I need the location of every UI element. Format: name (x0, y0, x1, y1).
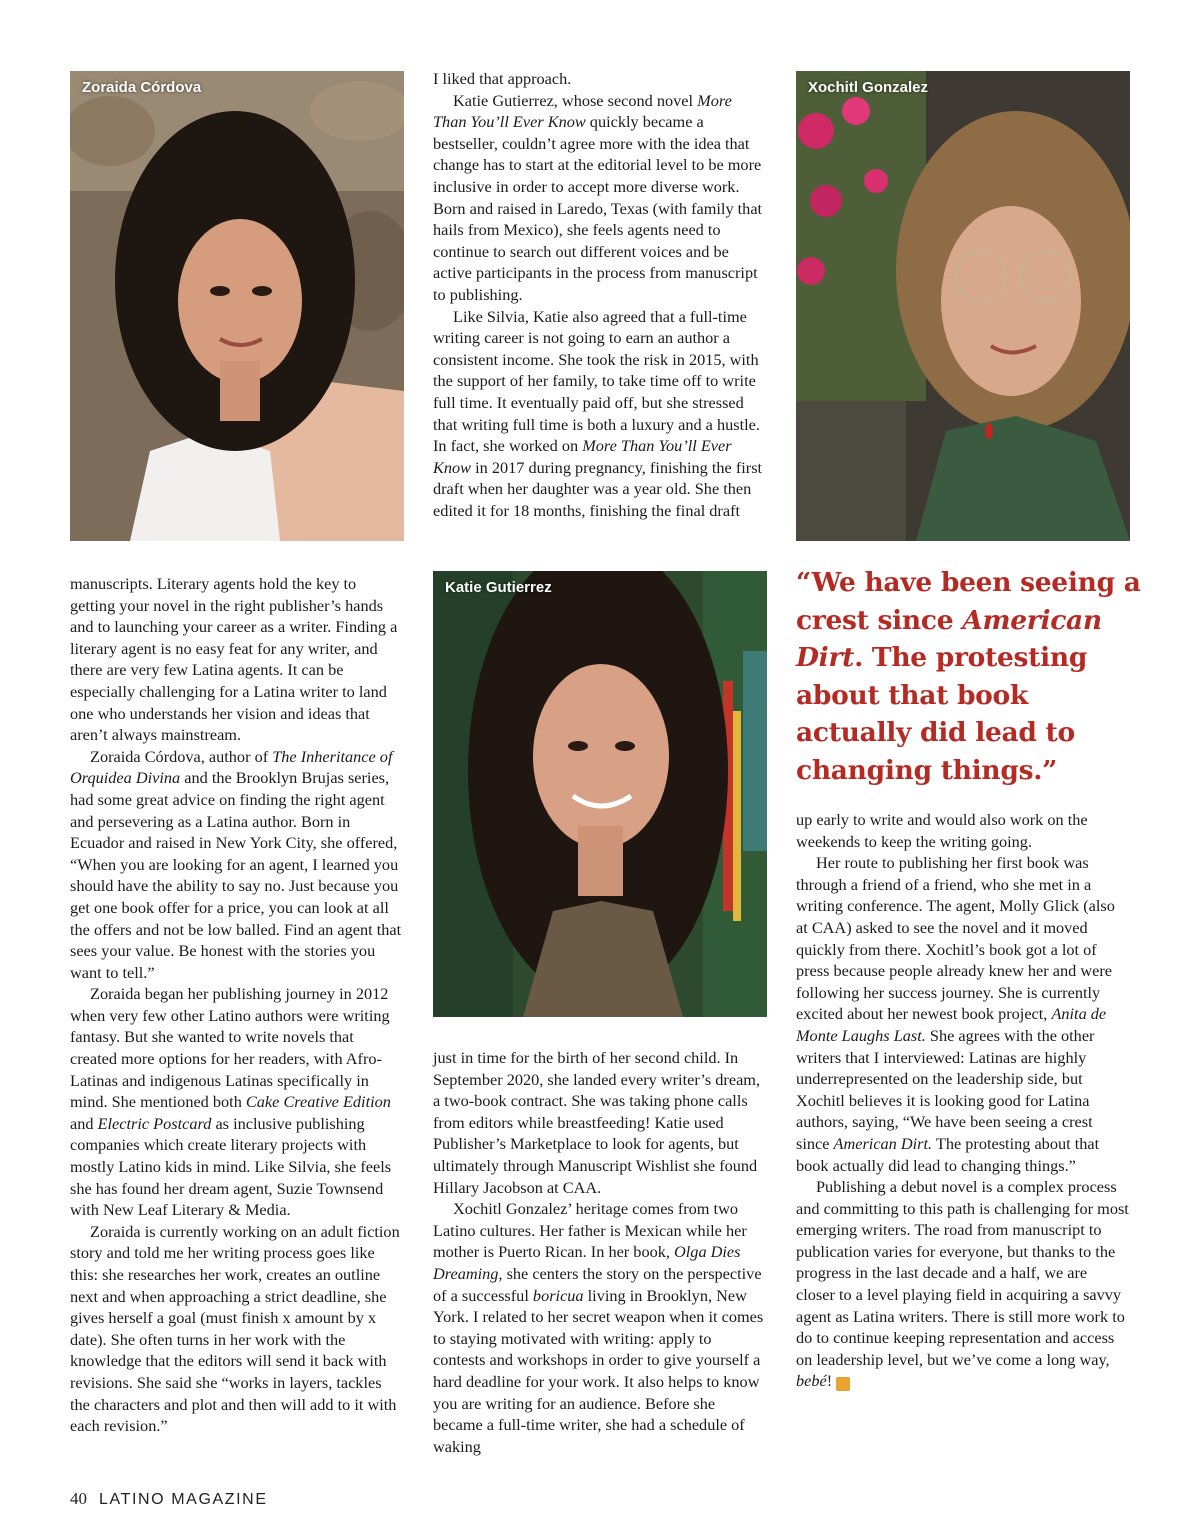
photo-caption: Katie Gutierrez (445, 579, 552, 596)
italic-title: Anita de Monte Laughs Last. (796, 1004, 1107, 1045)
portrait-image (433, 571, 767, 1017)
text-run: Zoraida Córdova, author of (90, 746, 273, 766)
photo-caption: Xochitl Gonzalez (808, 79, 929, 96)
italic-title: American Dirt. (833, 1133, 933, 1153)
photo-caption: Zoraida Córdova (82, 79, 202, 96)
text-run: Katie Gutierrez, whose second novel (453, 90, 698, 110)
article-column-2-bottom (433, 1047, 767, 1457)
portrait-image (796, 71, 1130, 541)
text-run: Publishing a debut novel is a complex process and committing to this path is challenging for most emerging writers. The road from manuscript to publication varies for everyone, but thanks to the progress in the last decade and a half, we are closer to a level playing field in acquiring a savvy agent as Latina writers. There is still more work to do to continue keeping representation and access on leadership level, but we’ve come a long way, (796, 1177, 1129, 1369)
text-run: Her route to publishing her first book was through a friend of a friend, who she met in a writing conference. The agent, Molly Glick (also at CAA) asked to see the novel and it moved quickly from there. Xochitl’s book got a lot of press because people already knew her and were following her success journey. She is currently excited about her newest book project, (796, 853, 1115, 1024)
paragraph (70, 573, 404, 746)
text-run: , she centers the story on the perspective of a successful (433, 1263, 762, 1305)
italic-title: boricua (532, 1285, 584, 1305)
italic-title: The Inheritance of Orquidea Divina (70, 746, 393, 788)
photo-katie-gutierrez (433, 571, 767, 1017)
pull-quote (796, 564, 1148, 789)
text-run: up early to write and would also work on the weekends to keep the writing going. (796, 810, 1088, 851)
text-run: Like Silvia, Katie also agreed that a full-time writing career is not going to earn an author a consistent income. She took the risk in 2015, with the support of her family, to take time off to write full time. It eventually paid off, but she stressed that writing full time is both a luxury and a hustle. In fact, she worked on (433, 306, 760, 456)
article-column-2-top (433, 68, 767, 521)
article-column-3 (796, 809, 1130, 1392)
italic-title: Olga Dies Dreaming (433, 1242, 741, 1283)
article-column-1 (70, 573, 404, 1437)
paragraph (433, 68, 767, 90)
text-run: and (70, 1113, 98, 1133)
text-run: just in time for the birth of her second child. In September 2020, she landed every writer’s dream, a two-book contract. She was taking phone calls from editors while breastfeeding! Katie used Publisher’s Marketplace to look for agents, but ultimately through Manuscript Wishlist she found Hillary Jacobson at CAA. (433, 1048, 761, 1197)
end-mark-icon: L (836, 1377, 850, 1391)
paragraph (796, 809, 1130, 852)
text-run: Xochitl Gonzalez’ heritage comes from two Latino cultures. Her father is Mexican while her mother is Puerto Rican. In her book, (433, 1199, 747, 1262)
pull-quote-text-2: . The protesting about that book actually did lead to changing things.” (796, 642, 1088, 786)
page-number: 40 (70, 1489, 87, 1508)
paragraph (796, 852, 1130, 1176)
text-run: She agrees with the other writers that I interviewed: Latinas are highly underrepresented on the leadership side, but Xochitl believes it is looking good for Latina authors, saying, “We have been seeing a crest since (796, 1025, 1095, 1153)
pull-quote-book-title: American Dirt (796, 604, 1102, 673)
text-run: Zoraida is currently working on an adult fiction story and told me her writing process goes like this: she researches her work, creates an outline next and when approaching a strict deadline, she gives herself a goal (must finish x amount by x date). She often turns in her work with the knowledge that the editors will send it back with revisions. She said she “works in layers, tackles the characters and plot and then will add to it with each revision.” (70, 1221, 400, 1436)
paragraph (433, 1047, 767, 1198)
portrait-image (70, 71, 404, 541)
text-run: I liked that approach. (433, 69, 572, 88)
paragraph (433, 90, 767, 306)
text-run: and the Brooklyn Brujas series, had some great advice on finding the right agent and persevering as a Latina author. Born in Ecuador and raised in New York City, she offered, “When you are looking for an agent, I learned you should have the ability to say no. Just because you get one book offer for a price, you can look at all the offers and not be low balled. Find an agent that sees your value. Be honest with the stories you want to tell.” (70, 768, 402, 982)
italic-title: More Than You’ll Ever Know (433, 90, 732, 132)
text-run: in 2017 during pregnancy, finishing the first draft when her daughter was a year old. She then edited it for 18 months, finishing the final draft (433, 457, 763, 520)
paragraph (70, 983, 404, 1221)
text-run: living in Brooklyn, New York. I related to her secret weapon when it comes to staying motivated with writing: apply to contests and workshops in order to give yourself a hard deadline for your work. It also helps to know you are writing for an audience. Before she became a full-time writer, she had a schedule of waking (433, 1285, 764, 1456)
page-footer (70, 1489, 268, 1509)
text-run: as inclusive publishing companies which create literary projects with mostly Latino kids in mind. Like Silvia, she feels she has found her dream agent, Suzie Townsend with New Leaf Literary & Media. (70, 1113, 392, 1220)
italic-title: More Than You’ll Ever Know (433, 436, 732, 477)
magazine-name: LATINO MAGAZINE (99, 1491, 268, 1508)
paragraph (796, 1176, 1130, 1392)
photo-xochitl-gonzalez (796, 71, 1130, 541)
pull-quote-text-1: “We have been seeing a crest since (796, 567, 1141, 636)
text-run: quickly became a bestseller, couldn’t agree more with the idea that change has to start at the editorial level to be more inclusive in order to accept more diverse work. Born and raised in Laredo, Texas (with family that hails from Mexico), she feels agents need to continue to search out different voices and be active participants in the process from manuscript to publishing. (433, 112, 763, 304)
text-run: ! (826, 1371, 833, 1391)
paragraph (433, 1198, 767, 1457)
italic-title: Electric Postcard (97, 1113, 212, 1133)
paragraph (70, 1221, 404, 1437)
italic-title: bebé (796, 1371, 827, 1391)
photo-zoraida-cordova (70, 71, 404, 541)
italic-title: Cake Creative Edition (245, 1092, 391, 1112)
paragraph (433, 306, 767, 522)
paragraph (70, 746, 404, 984)
text-run: The protesting about that book actually did lead to changing things.” (796, 1133, 1100, 1175)
text-run: manuscripts. Literary agents hold the key to getting your novel in the right publisher’s hands and to launching your career as a writer. Finding a literary agent is no easy feat for any writer, and there are very few Latina agents. It can be especially challenging for a Latina writer to land one who understands her vision and ideas that aren’t always mainstream. (70, 574, 398, 745)
text-run: Zoraida began her publishing journey in 2012 when very few other Latino authors were writing fantasy. But she wanted to write novels that created more options for her readers, with Afro-Latinas and indigenous Latinas specifically in mind. She mentioned both (70, 984, 390, 1112)
